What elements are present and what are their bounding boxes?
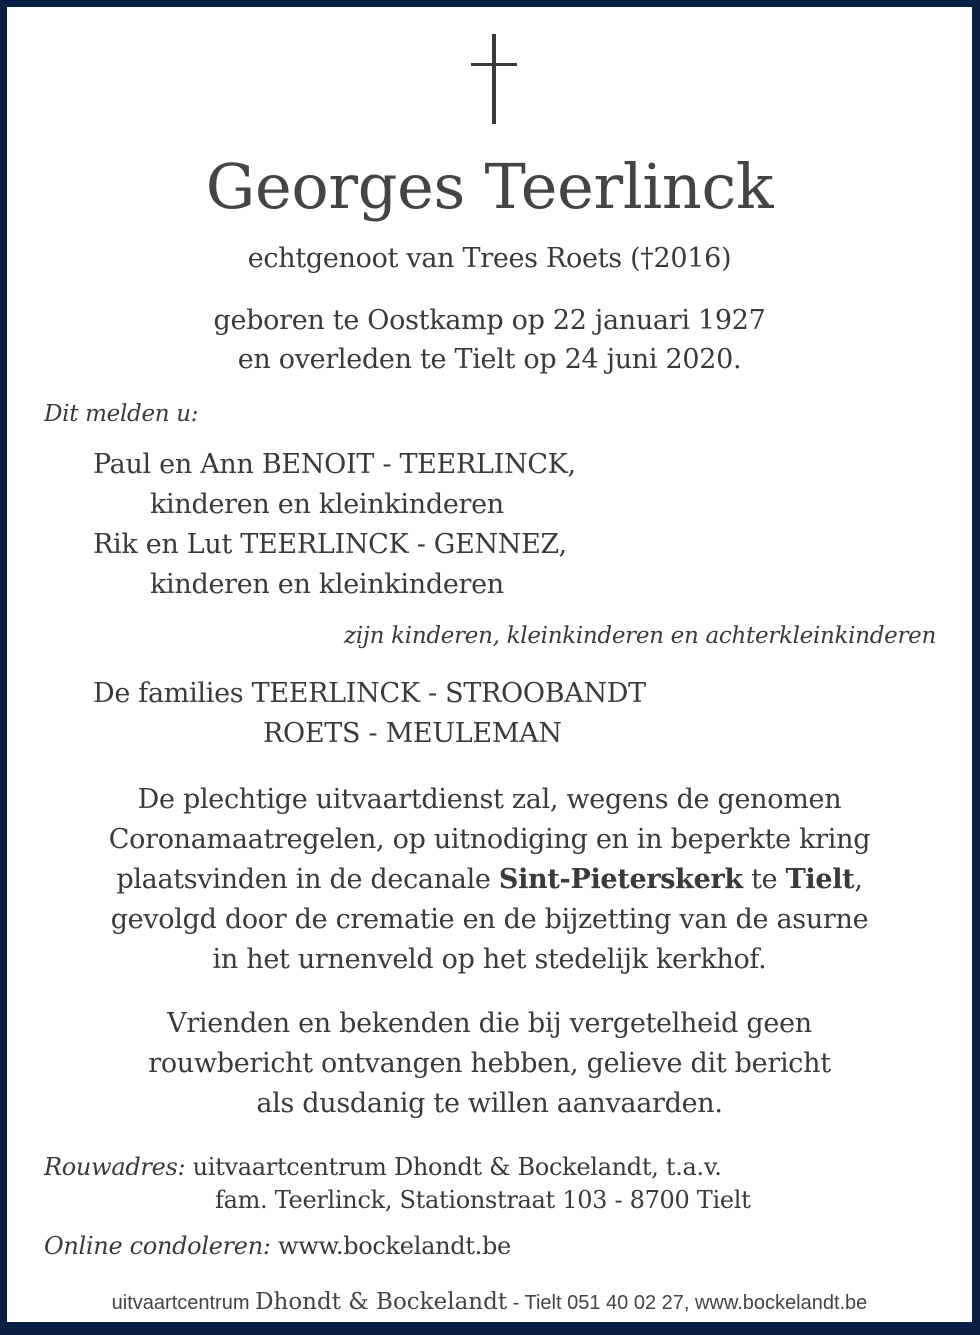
friends-line: Vrienden en bekenden die bij vergetelheid geen <box>167 1008 812 1039</box>
death-line: en overleden te Tielt op 24 juni 2020. <box>237 344 742 375</box>
announce-label: Dit melden u: <box>44 401 199 427</box>
online-label: Online condoleren: <box>44 1232 271 1260</box>
address-text: uitvaartcentrum Dhondt & Bockelandt, t.a.v. <box>192 1153 722 1181</box>
footer-prefix: uitvaartcentrum <box>111 1292 256 1314</box>
friends-line: als dusdanig te willen aanvaarden. <box>256 1088 723 1119</box>
service-line <box>7 863 972 897</box>
birth-line: geboren te Oostkamp op 22 januari 1927 <box>213 305 766 336</box>
death-notice-card <box>7 7 972 1322</box>
family-line: kinderen en kleinkinderen <box>150 569 504 600</box>
address-label: Rouwadres: <box>44 1153 186 1181</box>
cross-icon <box>471 34 517 124</box>
family-line: Rik en Lut TEERLINCK - GENNEZ, <box>93 529 567 560</box>
families-line: ROETS - MEULEMAN <box>263 718 562 749</box>
city-name: Tielt <box>785 864 855 895</box>
footer <box>7 1289 972 1315</box>
church-name: Sint-Pieterskerk <box>498 864 743 895</box>
text: , <box>854 864 863 895</box>
service-line: gevolgd door de crematie en de bijzetting van de asurne <box>110 904 869 935</box>
service-line: De plechtige uitvaartdienst zal, wegens de genomen <box>137 784 842 815</box>
footer-contact: - Tielt 051 40 02 27, www.bockelandt.be <box>507 1292 868 1314</box>
address-line-2: fam. Teerlinck, Stationstraat 103 - 8700 Tielt <box>215 1186 751 1214</box>
family-line: Paul en Ann BENOIT - TEERLINCK, <box>93 449 576 480</box>
footer-brand: Dhondt & Bockelandt <box>255 1289 508 1315</box>
families-line: De families TEERLINCK - STROOBANDT <box>93 678 646 709</box>
online-url[interactable]: www.bockelandt.be <box>277 1232 511 1260</box>
friends-line: rouwbericht ontvangen hebben, gelieve dit bericht <box>148 1048 831 1079</box>
service-line: Coronamaatregelen, op uitnodiging en in beperkte kring <box>108 824 871 855</box>
service-line: in het urnenveld op het stedelijk kerkhof. <box>212 944 767 975</box>
text: plaatsvinden in de decanale <box>116 864 499 895</box>
online-line <box>44 1229 511 1263</box>
deceased-name: Georges Teerlinck <box>205 150 774 223</box>
text: te <box>742 864 786 895</box>
address-line <box>44 1150 722 1184</box>
spouse-line: echtgenoot van Trees Roets (†2016) <box>247 243 732 274</box>
family-line: kinderen en kleinkinderen <box>150 489 504 520</box>
descendants-line: zijn kinderen, kleinkinderen en achterkleinkinderen <box>343 623 936 649</box>
